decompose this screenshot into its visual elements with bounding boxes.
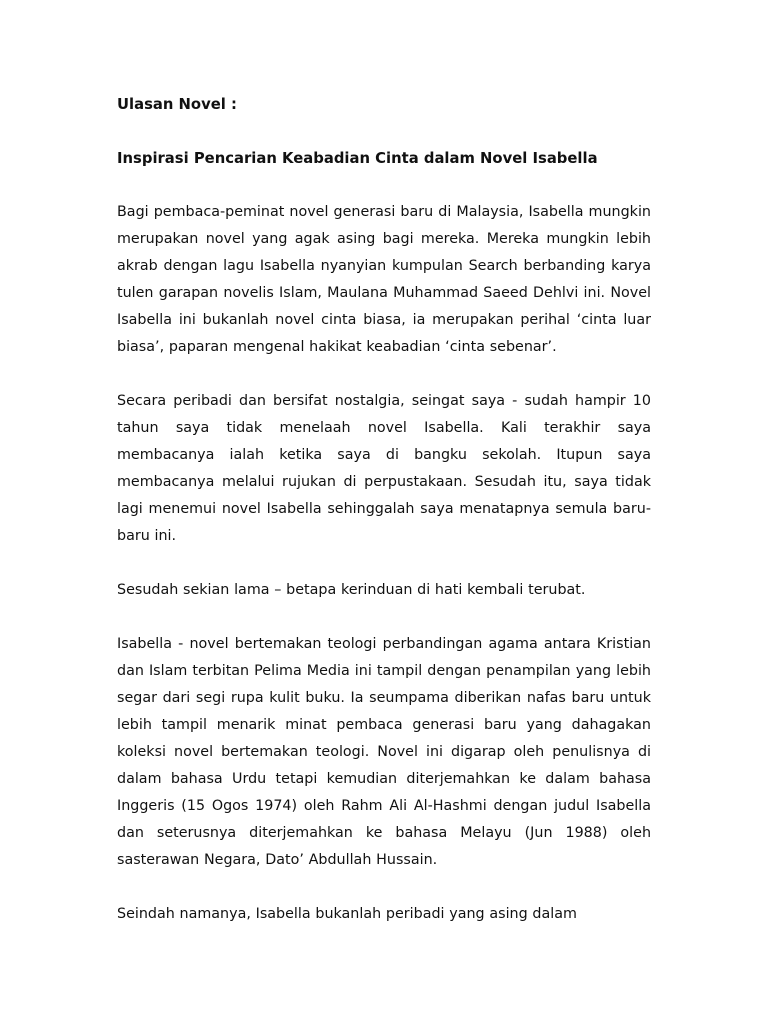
paragraph-3: Sesudah sekian lama – betapa kerinduan di hati kembali terubat. (117, 582, 586, 598)
document-body (117, 91, 651, 955)
paragraph-5: Seindah namanya, Isabella bukanlah peribadi yang asing dalam (117, 906, 577, 922)
article-title: Inspirasi Pencarian Keabadian Cinta dalam Novel Isabella (117, 150, 598, 167)
paragraph-4: Isabella - novel bertemakan teologi perbandingan agama antara Kristian dan Islam terbitan Pelima Media ini tampil dengan penampilan yang lebih segar dari segi rupa kulit buku. Ia seumpama diberikan nafas baru untuk lebih tampil menarik minat pembaca generasi baru yang dahagakan koleksi novel bertemakan teologi. Novel ini digarap oleh penulisnya di dalam bahasa Urdu tetapi kemudian diterjemahkan ke dalam bahasa Inggeris (15 Ogos 1974) oleh Rahm Ali Al-Hashmi dengan judul Isabella dan seterusnya diterjemahkan ke bahasa Melayu (Jun 1988) oleh sasterawan Negara, Dato’ Abdullah Hussain. (117, 636, 651, 868)
paragraph-2: Secara peribadi dan bersifat nostalgia, seingat saya - sudah hampir 10 tahun saya tidak menelaah novel Isabella. Kali terakhir saya membacanya ialah ketika saya di bangku sekolah. Itupun saya membacanya melalui rujukan di perpustakaan. Sesudah itu, saya tidak lagi menemui novel Isabella sehinggalah saya menatapnya semula baru-baru ini. (117, 393, 651, 544)
paragraph-1: Bagi pembaca-peminat novel generasi baru di Malaysia, Isabella mungkin merupakan novel yang agak asing bagi mereka. Mereka mungkin lebih akrab dengan lagu Isabella nyanyian kumpulan Search berbanding karya tulen garapan novelis Islam, Maulana Muhammad Saeed Dehlvi ini. Novel Isabella ini bukanlah novel cinta biasa, ia merupakan perihal ‘cinta luar biasa’, paparan mengenal hakikat keabadian ‘cinta sebenar’. (117, 204, 651, 355)
section-heading: Ulasan Novel : (117, 96, 237, 113)
